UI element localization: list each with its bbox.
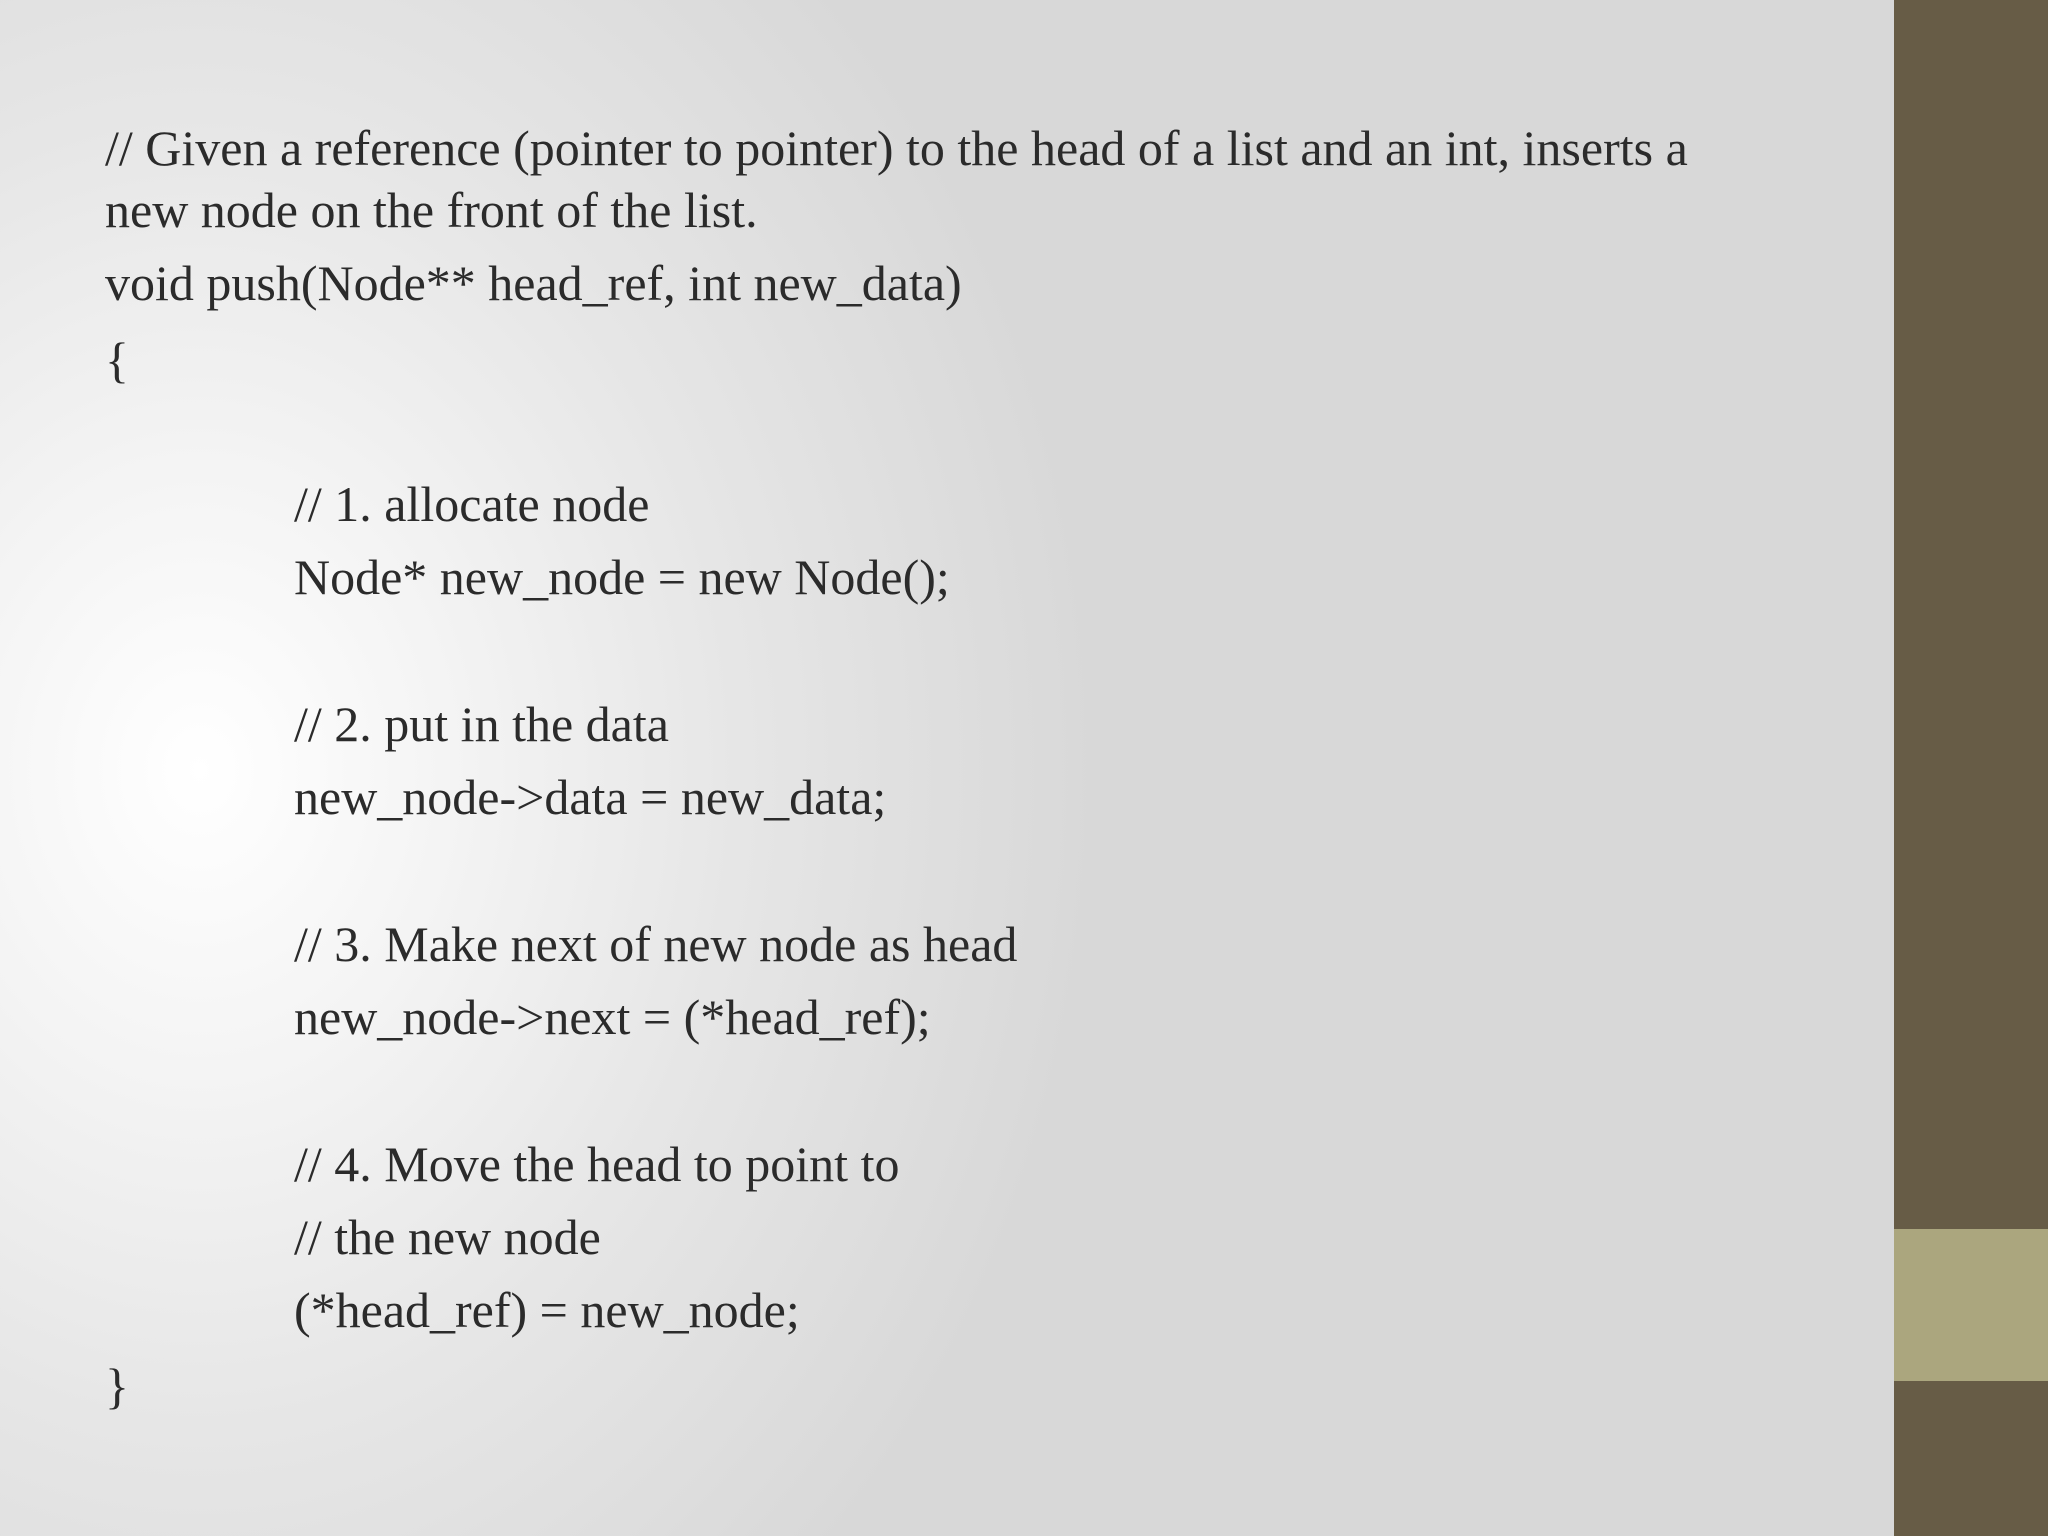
code-line: (*head_ref) = new_node; xyxy=(294,1282,800,1338)
comment-line: // Given a reference (pointer to pointer) to the head of a list and an int, inserts a xyxy=(105,120,1688,176)
comment-line: // 2. put in the data xyxy=(294,696,669,752)
comment-line: // 3. Make next of new node as head xyxy=(294,916,1018,972)
function-signature: void push(Node** head_ref, int new_data) xyxy=(105,255,962,311)
code-line: new_node->next = (*head_ref); xyxy=(294,989,931,1045)
decorative-sidebar-accent xyxy=(1894,1229,2048,1381)
open-brace: { xyxy=(105,332,129,388)
code-line: Node* new_node = new Node(); xyxy=(294,549,950,605)
close-brace: } xyxy=(105,1358,129,1414)
comment-line: new node on the front of the list. xyxy=(105,182,758,238)
comment-line: // 4. Move the head to point to xyxy=(294,1136,900,1192)
code-line: new_node->data = new_data; xyxy=(294,769,887,825)
comment-line: // the new node xyxy=(294,1209,601,1265)
comment-line: // 1. allocate node xyxy=(294,476,650,532)
